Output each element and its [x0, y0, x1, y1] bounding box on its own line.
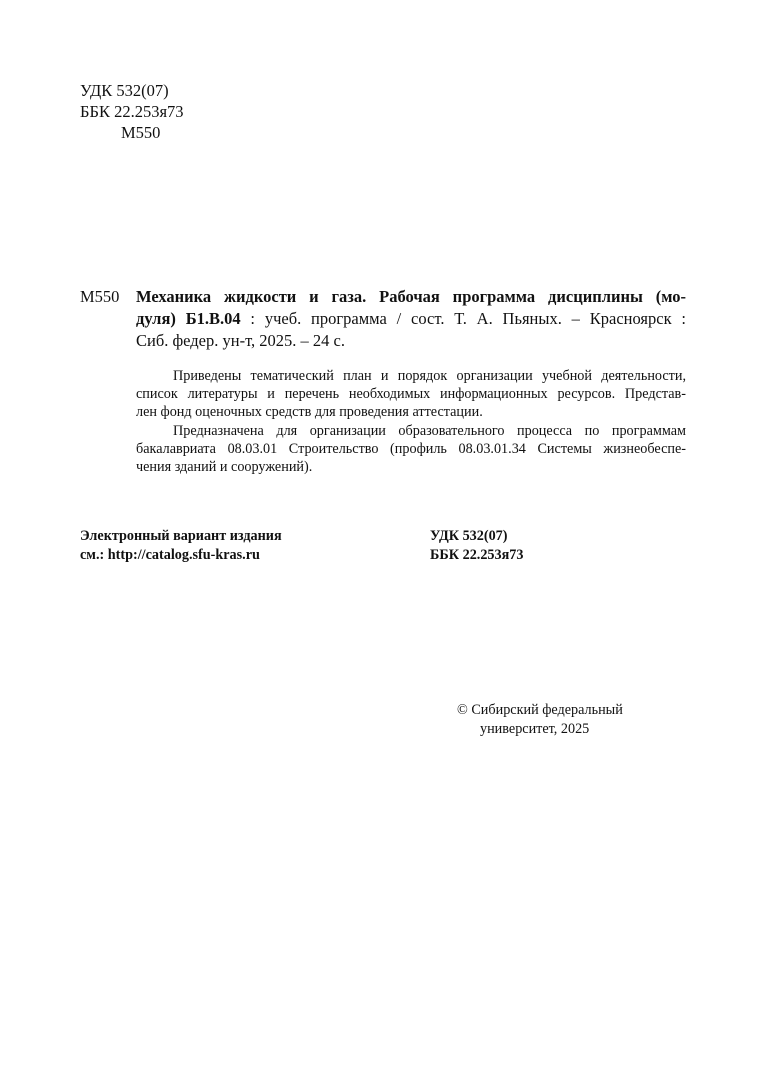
abstract-line: Приведены тематический план и порядок организации учебной деятельности, [173, 368, 686, 384]
entry-title-line-1: Механика жидкости и газа. Рабочая программа дисциплины (мо- [136, 287, 686, 306]
udk-code: УДК 532(07) [80, 81, 169, 100]
entry-line-2 [136, 308, 686, 330]
entry-publication-info: : учеб. программа / сост. Т. А. Пьяных. – Красноярск : [240, 309, 686, 328]
bbk-code-bottom: ББК 22.253я73 [430, 547, 524, 563]
entry-description [136, 286, 686, 352]
abstract [136, 367, 686, 476]
udk-code-bottom: УДК 532(07) [430, 528, 508, 544]
bibliographic-entry [80, 286, 686, 352]
electronic-edition-note [80, 527, 282, 565]
bbk-code: ББК 22.253я73 [80, 102, 184, 121]
copyright-notice [457, 701, 623, 739]
edition-label: Электронный вариант издания [80, 528, 282, 544]
abstract-line: чения зданий и сооружений). [136, 459, 313, 476]
author-sign: М550 [121, 123, 161, 142]
entry-author-sign: М550 [80, 287, 120, 306]
abstract-line: Предназначена для организации образовательного процесса по программам [173, 422, 686, 439]
entry-title-line-2: дуля) Б1.В.04 [136, 309, 241, 328]
copyright-line-1: © Сибирский федеральный [457, 702, 623, 718]
edition-url: см.: http://catalog.sfu-kras.ru [80, 547, 260, 563]
abstract-line: список литературы и перечень необходимых информационных ресурсов. Представ- [136, 386, 686, 403]
entry-line-3: Сиб. федер. ун-т, 2025. – 24 с. [136, 331, 345, 350]
classification-block-top [80, 80, 184, 143]
classification-block-bottom [430, 527, 523, 565]
abstract-line: лен фонд оценочных средств для проведения аттестации. [136, 404, 483, 421]
abstract-line: бакалавриата 08.03.01 Строительство (профиль 08.03.01.34 Системы жизнеобеспе- [136, 440, 686, 457]
copyright-line-2: университет, 2025 [480, 721, 590, 737]
